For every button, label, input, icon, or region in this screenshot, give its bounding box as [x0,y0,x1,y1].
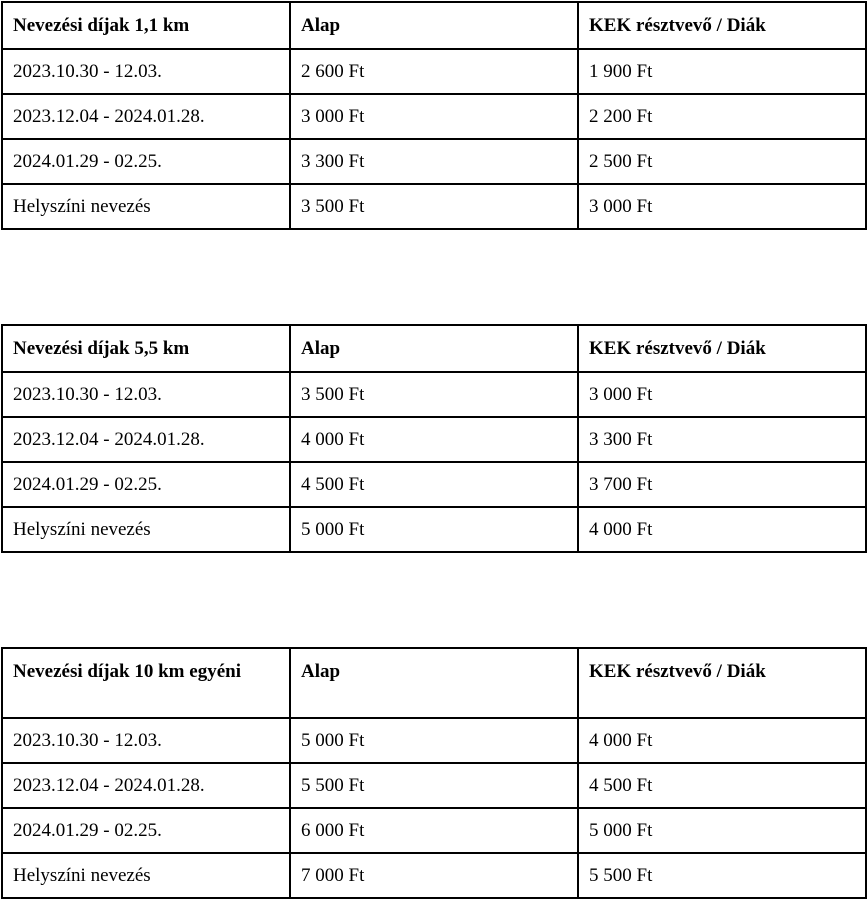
period-cell: Helyszíni nevezés [2,184,290,229]
discount-price-cell: 2 200 Ft [578,94,866,139]
discount-price-cell: 3 000 Ft [578,184,866,229]
discount-price-cell: 4 500 Ft [578,763,866,808]
table-row [2,462,866,507]
table-row [2,718,866,763]
base-price-cell: 5 000 Ft [290,718,578,763]
period-cell: Helyszíni nevezés [2,507,290,552]
table-row [2,808,866,853]
discount-price-cell: 3 700 Ft [578,462,866,507]
fee-table-10km-individual [1,647,867,899]
header-discount-price: KEK résztvevő / Diák [578,648,866,718]
base-price-cell: 3 500 Ft [290,184,578,229]
base-price-cell: 3 300 Ft [290,139,578,184]
discount-price-cell: 5 000 Ft [578,808,866,853]
period-cell: 2023.10.30 - 12.03. [2,372,290,417]
period-cell: 2023.12.04 - 2024.01.28. [2,763,290,808]
table-row [2,417,866,462]
discount-price-cell: 2 500 Ft [578,139,866,184]
table-header-row [2,648,866,718]
header-base-price: Alap [290,2,578,49]
table-row [2,49,866,94]
table-row [2,853,866,898]
discount-price-cell: 1 900 Ft [578,49,866,94]
period-cell: Helyszíni nevezés [2,853,290,898]
base-price-cell: 2 600 Ft [290,49,578,94]
period-cell: 2023.12.04 - 2024.01.28. [2,417,290,462]
base-price-cell: 3 000 Ft [290,94,578,139]
table-row [2,139,866,184]
period-cell: 2023.12.04 - 2024.01.28. [2,94,290,139]
table-header-row [2,2,866,49]
header-base-price: Alap [290,325,578,372]
fee-table-5-5km [1,324,867,553]
period-cell: 2024.01.29 - 02.25. [2,808,290,853]
base-price-cell: 7 000 Ft [290,853,578,898]
discount-price-cell: 4 000 Ft [578,507,866,552]
period-cell: 2023.10.30 - 12.03. [2,718,290,763]
discount-price-cell: 3 000 Ft [578,372,866,417]
fee-table-1-1km [1,1,867,230]
table-row [2,94,866,139]
table-row [2,507,866,552]
base-price-cell: 5 000 Ft [290,507,578,552]
period-cell: 2023.10.30 - 12.03. [2,49,290,94]
discount-price-cell: 3 300 Ft [578,417,866,462]
header-distance: Nevezési díjak 5,5 km [2,325,290,372]
period-cell: 2024.01.29 - 02.25. [2,462,290,507]
base-price-cell: 4 500 Ft [290,462,578,507]
base-price-cell: 6 000 Ft [290,808,578,853]
discount-price-cell: 4 000 Ft [578,718,866,763]
base-price-cell: 4 000 Ft [290,417,578,462]
base-price-cell: 5 500 Ft [290,763,578,808]
header-distance: Nevezési díjak 10 km egyéni [2,648,290,718]
table-row [2,763,866,808]
header-discount-price: KEK résztvevő / Diák [578,325,866,372]
discount-price-cell: 5 500 Ft [578,853,866,898]
table-row [2,184,866,229]
table-row [2,372,866,417]
base-price-cell: 3 500 Ft [290,372,578,417]
header-base-price: Alap [290,648,578,718]
header-discount-price: KEK résztvevő / Diák [578,2,866,49]
table-header-row [2,325,866,372]
header-distance: Nevezési díjak 1,1 km [2,2,290,49]
period-cell: 2024.01.29 - 02.25. [2,139,290,184]
